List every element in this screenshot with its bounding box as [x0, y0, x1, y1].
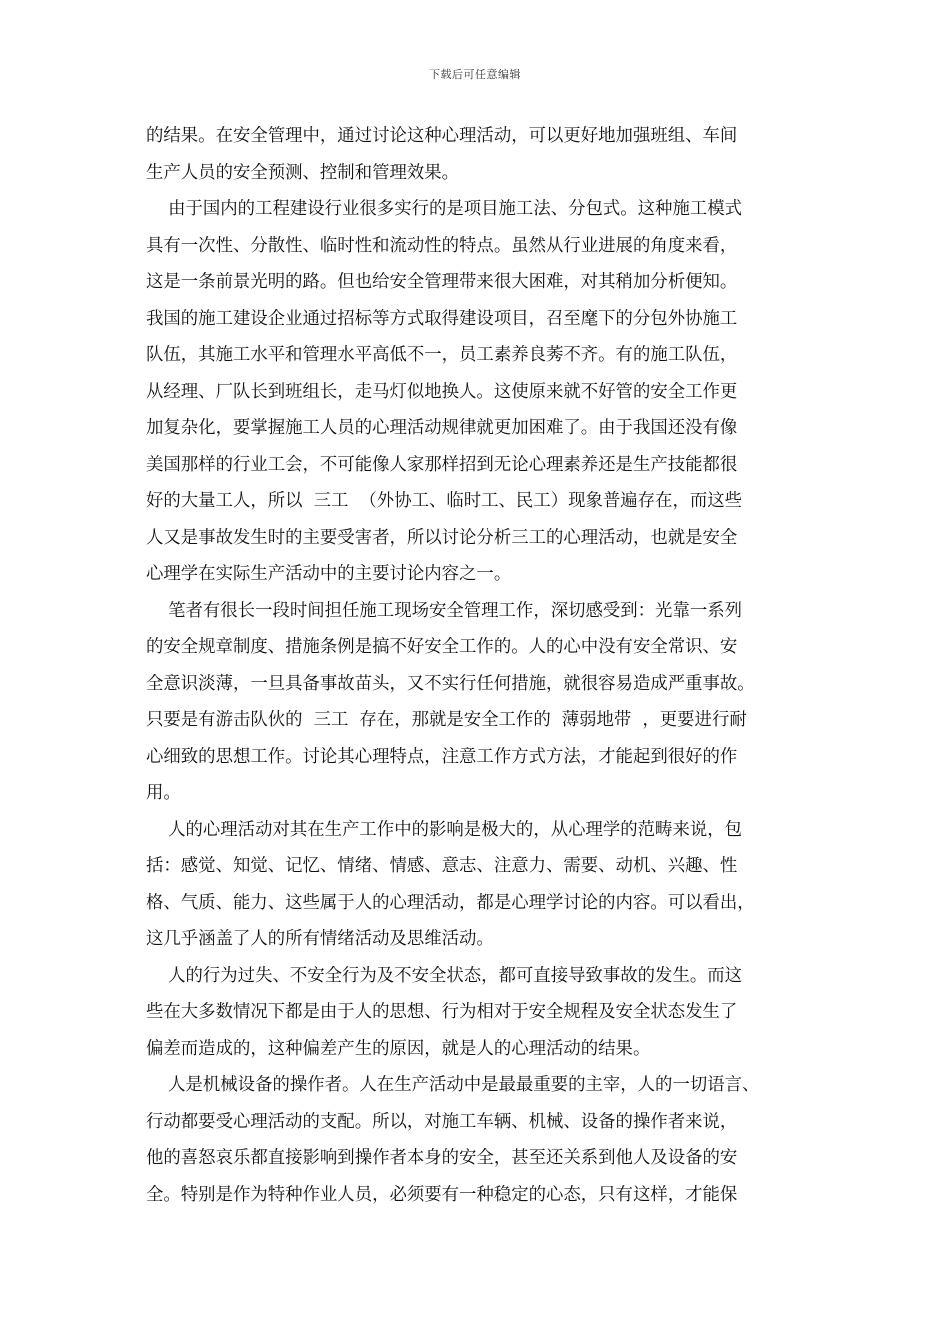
text-line: 些在大多数情况下都是由于人的思想、行为相对于安全规程及安全状态发生了 [146, 1002, 738, 1022]
text-line: 加复杂化，要掌握施工人员的心理活动规律就更加困难了。由于我国还没有像 [146, 418, 738, 438]
text-line: 这是一条前景光明的路。但也给安全管理带来很大困难，对其稍加分析便知。 [146, 272, 738, 292]
text-line: 用。 [146, 783, 181, 803]
text-line: 的安全规章制度、措施条例是搞不好安全工作的。人的心中没有安全常识、安 [146, 637, 738, 657]
text-line: 偏差而造成的，这种偏差产生的原因，就是人的心理活动的结果。 [146, 1038, 651, 1059]
text-line: 具有一次性、分散性、临时性和流动性的特点。虽然从行业进展的角度来看， [146, 235, 738, 256]
body-text [146, 118, 806, 1213]
text-line: 全意识淡薄，一旦具备事故苗头，又不实行任何措施，就很容易造成严重事故。 [146, 673, 755, 694]
text-line: 全。特别是作为特种作业人员，必须要有一种稳定的心态，只有这样，才能保 [146, 1184, 738, 1205]
text-line: 这几乎涵盖了人的所有情绪活动及思维活动。 [146, 929, 494, 949]
text-line: 人是机械设备的操作者。人在生产活动中是最最重要的主宰，人的一切语言、 [146, 1075, 760, 1095]
text-line: 他的喜怒哀乐都直接影响到操作者本身的安全，甚至还关系到他人及设备的安 [146, 1148, 738, 1168]
text-line: 生产人员的安全预测、控制和管理效果。 [146, 162, 460, 183]
text-line: 括：感觉、知觉、记忆、情绪、情感、意志、注意力、需要、动机、兴趣、性 [146, 856, 738, 876]
text-line: 人又是事故发生时的主要受害者，所以讨论分析三工的心理活动，也就是安全 [146, 527, 738, 548]
text-line: 心细致的思想工作。讨论其心理特点，注意工作方式方法，才能起到很好的作 [146, 746, 738, 767]
text-line: 格、气质、能力、这些属于人的心理活动，都是心理学讨论的内容。可以看出， [146, 892, 755, 913]
text-line: 心理学在实际生产活动中的主要讨论内容之一。 [146, 564, 512, 584]
text-line: 从经理、厂队长到班组长，走马灯似地换人。这使原来就不好管的安全工作更 [146, 381, 738, 402]
text-line: 行动都要受心理活动的支配。所以，对施工车辆、机械、设备的操作者来说， [146, 1111, 738, 1132]
text-line: 我国的施工建设企业通过招标等方式取得建设项目，召至麾下的分包外协施工 [146, 308, 738, 329]
text-line: 好的大量工人，所以 三工 （外协工、临时工、民工）现象普遍存在，而这些 [146, 491, 743, 511]
text-line: 笔者有很长一段时间担任施工现场安全管理工作，深切感受到：光靠一系列 [146, 600, 743, 621]
text-line: 人的行为过失、不安全行为及不安全状态，都可直接导致事故的发生。而这 [146, 965, 743, 986]
text-line: 队伍，其施工水平和管理水平高低不一，员工素养良莠不齐。有的施工队伍， [146, 345, 738, 365]
text-line: 由于国内的工程建设行业很多实行的是项目施工法、分包式。这种施工模式 [146, 199, 743, 219]
text-line: 美国那样的行业工会，不可能像人家那样招到无论心理素养还是生产技能都很 [146, 454, 738, 475]
text-line: 人的心理活动对其在生产工作中的影响是极大的，从心理学的范畴来说，包 [146, 819, 743, 840]
page-header: 下载后可任意编辑 [429, 68, 521, 81]
text-line: 的结果。在安全管理中，通过讨论这种心理活动，可以更好地加强班组、车间 [146, 126, 738, 146]
text-line: 只要是有游击队伙的 三工 存在，那就是安全工作的 薄弱地带 ，更要进行耐 [146, 710, 747, 730]
